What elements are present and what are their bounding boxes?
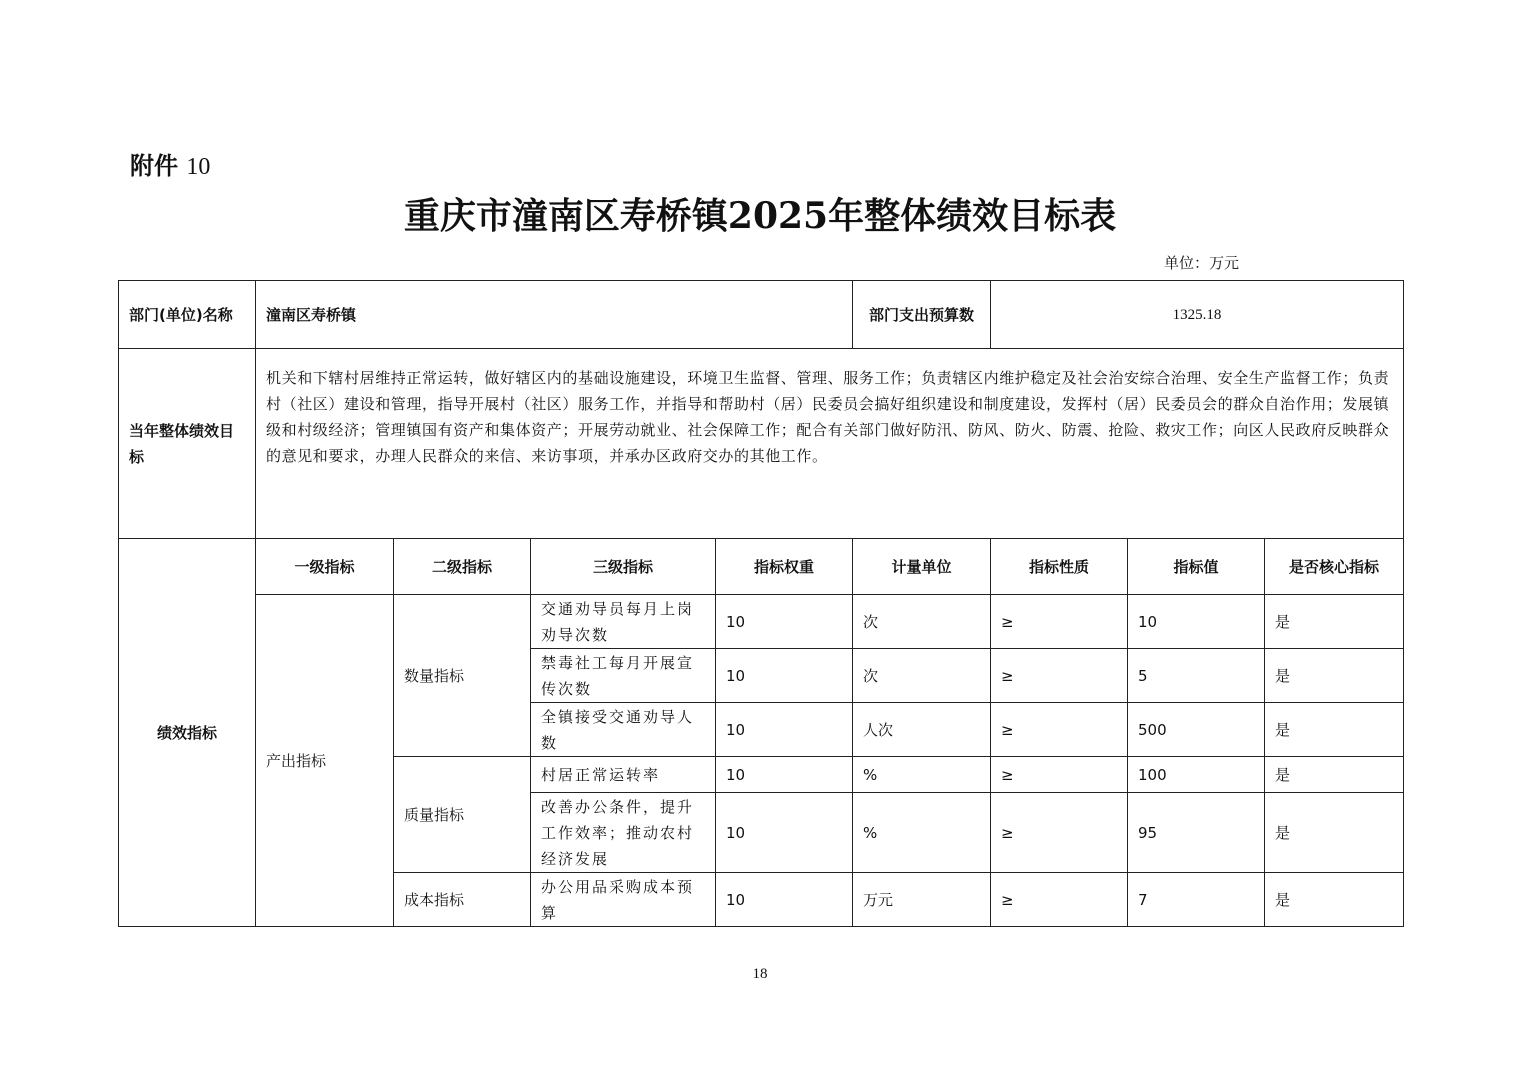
dept-value: 潼南区寿桥镇	[256, 281, 853, 349]
indicator-value: 10	[1128, 595, 1265, 649]
indicator-value: 500	[1128, 703, 1265, 757]
indicator-value: 100	[1128, 757, 1265, 793]
col-level2: 二级指标	[394, 539, 531, 595]
attachment-label-text: 附件	[130, 152, 178, 180]
col-level3: 三级指标	[531, 539, 716, 595]
col-nature: 指标性质	[991, 539, 1128, 595]
indicator-weight: 10	[716, 649, 853, 703]
indicator-core: 是	[1265, 703, 1404, 757]
col-level1: 一级指标	[256, 539, 394, 595]
dept-row	[119, 281, 1404, 349]
indicator-unit: %	[853, 757, 991, 793]
indicator-header-row	[119, 539, 1404, 595]
table-row	[119, 595, 1404, 649]
indicator-core: 是	[1265, 793, 1404, 873]
unit-label: 单位：万元	[1164, 254, 1240, 272]
attachment-number: 10	[186, 154, 211, 180]
goal-text: 机关和下辖村居维持正常运转，做好辖区内的基础设施建设，环境卫生监督、管理、服务工作；负责辖区内维护稳定及社会治安综合治理、安全生产监督工作；负责村（社区）建设和管理，指导开展村（社区）服务工作，并指导和帮助村（居）民委员会搞好组织建设和制度建设，发挥村（居）民委员会的群众自治作用；发展镇级和村级经济；管理镇国有资产和集体资产；开展劳动就业、社会保障工作；配合有关部门做好防汛、防风、防火、防震、抢险、救灾工作；向区人民政府反映群众的意见和要求，办理人民群众的来信、来访事项，并承办区政府交办的其他工作。	[256, 349, 1404, 539]
indicator-value: 7	[1128, 873, 1265, 927]
level1-output: 产出指标	[256, 595, 394, 927]
indicator-name: 办公用品采购成本预算	[531, 873, 716, 927]
budget-value: 1325.18	[991, 281, 1404, 349]
col-value: 指标值	[1128, 539, 1265, 595]
indicator-name: 全镇接受交通劝导人数	[531, 703, 716, 757]
indicator-unit: 人次	[853, 703, 991, 757]
indicator-nature: ≥	[991, 793, 1128, 873]
dept-label: 部门(单位)名称	[119, 281, 256, 349]
indicator-name: 改善办公条件，提升工作效率；推动农村经济发展	[531, 793, 716, 873]
indicator-weight: 10	[716, 595, 853, 649]
indicator-unit: %	[853, 793, 991, 873]
indicator-nature: ≥	[991, 703, 1128, 757]
budget-label: 部门支出预算数	[853, 281, 991, 349]
col-core: 是否核心指标	[1265, 539, 1404, 595]
indicator-core: 是	[1265, 873, 1404, 927]
group-quantity: 数量指标	[394, 595, 531, 757]
goal-row	[119, 349, 1404, 539]
indicator-weight: 10	[716, 873, 853, 927]
group-quality: 质量指标	[394, 757, 531, 873]
indicator-core: 是	[1265, 595, 1404, 649]
indicator-nature: ≥	[991, 757, 1128, 793]
goal-label: 当年整体绩效目标	[119, 349, 256, 539]
col-unit: 计量单位	[853, 539, 991, 595]
indicator-weight: 10	[716, 793, 853, 873]
indicator-name: 村居正常运转率	[531, 757, 716, 793]
section-label: 绩效指标	[119, 539, 256, 927]
indicator-nature: ≥	[991, 873, 1128, 927]
indicator-value: 95	[1128, 793, 1265, 873]
indicator-nature: ≥	[991, 649, 1128, 703]
indicator-name: 禁毒社工每月开展宣传次数	[531, 649, 716, 703]
indicator-weight: 10	[716, 703, 853, 757]
col-weight: 指标权重	[716, 539, 853, 595]
performance-table	[118, 280, 1404, 927]
page-title: 重庆市潼南区寿桥镇2025年整体绩效目标表	[403, 195, 1117, 237]
indicator-weight: 10	[716, 757, 853, 793]
indicator-unit: 次	[853, 649, 991, 703]
page-number: 18	[752, 966, 768, 982]
indicator-name: 交通劝导员每月上岗劝导次数	[531, 595, 716, 649]
indicator-core: 是	[1265, 649, 1404, 703]
indicator-nature: ≥	[991, 595, 1128, 649]
indicator-core: 是	[1265, 757, 1404, 793]
indicator-unit: 万元	[853, 873, 991, 927]
attachment-label	[130, 146, 210, 181]
indicator-unit: 次	[853, 595, 991, 649]
group-cost: 成本指标	[394, 873, 531, 927]
indicator-value: 5	[1128, 649, 1265, 703]
